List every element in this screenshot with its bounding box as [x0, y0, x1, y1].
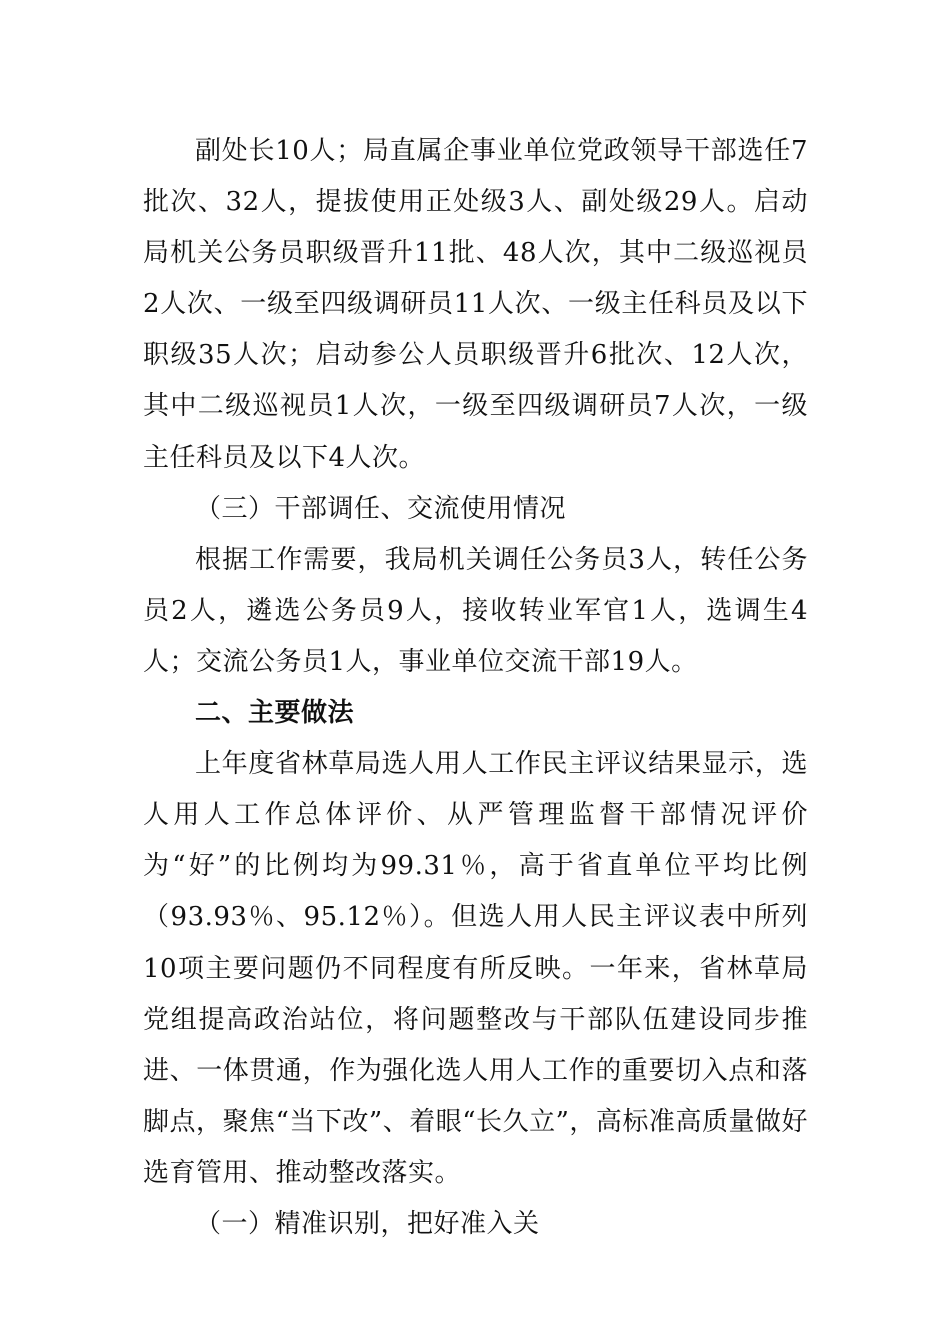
- paragraph-transfer-stats: 根据工作需要，我局机关调任公务员3人，转任公务员2人，遴选公务员9人，接收转业军官1人，选调生4人；交流公务员1人，事业单位交流干部19人。: [143, 544, 808, 677]
- paragraph-evaluation-results: 上年度省林草局选人用人工作民主评议结果显示，选人用人工作总体评价、从严管理监督干部情况评价为“好”的比例均为99.31％，高于省直单位平均比例（93.93％、95.12％）。但选人用人民主评议表中所列10项主要问题仍不同程度有所反映。一年来，省林草局党组提高政治站位，将问题整改与干部队伍建设同步推进、一体贯通，作为强化选人用人工作的重要切入点和落脚点，聚焦“当下改”、着眼“长久立”，高标准高质量做好选育管用、推动整改落实。: [143, 749, 808, 1188]
- subheading-transfer-exchange: （三）干部调任、交流使用情况: [195, 493, 567, 524]
- document-body: [143, 126, 808, 1250]
- paragraph-cadre-selection-stats: 副处长10人；局直属企事业单位党政领导干部选任7批次、32人，提拔使用正处级3人、副处级29人。启动局机关公务员职级晋升11批、48人次，其中二级巡视员2人次、一级至四级调研员11人次、一级主任科员及以下职级35人次；启动参公人员职级晋升6批次、12人次，其中二级巡视员1人次，一级至四级调研员7人次，一级主任科员及以下4人次。: [143, 136, 808, 473]
- heading-main-practices: 二、主要做法: [195, 698, 355, 729]
- subheading-precise-identification: （一）精准识别，把好准入关: [195, 1208, 540, 1239]
